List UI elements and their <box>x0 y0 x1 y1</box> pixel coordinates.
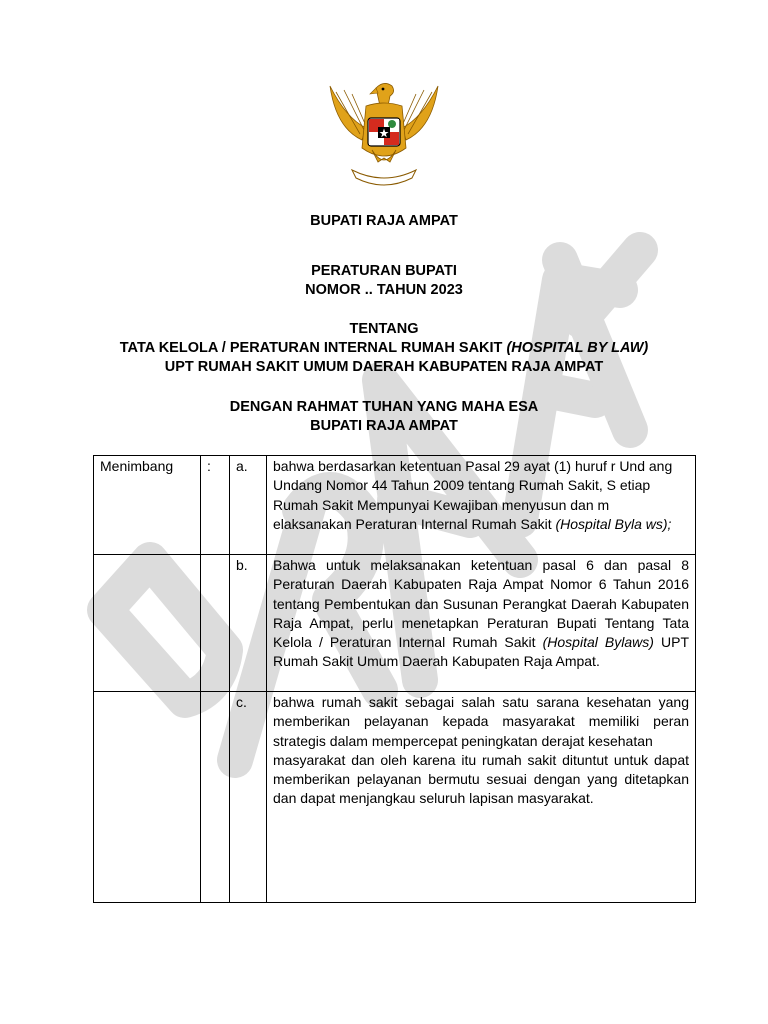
item-text-continued: masyarakat dan oleh karena itu rumah sakit dituntut untuk dapat memberikan pelayanan bermutu sesuai dengan yang ditetapkan dan dapat menjangkau seluruh lapisan masyarakat. <box>273 751 689 807</box>
blessing-text: DENGAN RAHMAT TUHAN YANG MAHA ESA <box>229 399 539 415</box>
item-marker: a. <box>230 456 267 555</box>
regulation-title <box>0 320 768 377</box>
title-main-line <box>0 339 768 358</box>
table-row <box>94 692 696 903</box>
item-text <box>267 456 696 555</box>
regulation-heading <box>0 262 768 300</box>
regulation-number: NOMOR .. TAHUN 2023 <box>305 282 463 298</box>
item-text <box>267 692 696 903</box>
title-italic-text: (HOSPITAL BY LAW) <box>506 340 649 356</box>
item-text-main: Bahwa untuk melaksanakan ketentuan pasal 6 dan pasal 8 Peraturan Daerah Kabupaten Raja Ampat Nomor 6 Tahun 2016 tentang Pembentukan dan Susunan Perangkat Daerah Kabupaten Raja Ampat, perlu menetapkan Peraturan Bupati Tentang Tata Kelola / Peraturan Internal Rumah Sakit <box>273 557 689 651</box>
title-main-text: TATA KELOLA / PERATURAN INTERNAL RUMAH SAKIT <box>119 340 507 356</box>
empty-cell <box>201 692 230 903</box>
considerations-table <box>93 455 696 903</box>
item-text <box>267 555 696 692</box>
item-text-after: UPT Rumah Sakit Umum Daerah Kabupaten Raja Ampat. <box>273 634 690 670</box>
item-marker: c. <box>230 692 267 903</box>
item-text-italic: (Hospital Byla ws); <box>555 515 672 532</box>
empty-cell <box>94 555 201 692</box>
item-marker: b. <box>230 555 267 692</box>
table-row <box>94 555 696 692</box>
regent-name: BUPATI RAJA AMPAT <box>310 213 458 229</box>
about-label: TENTANG <box>349 321 419 337</box>
considerations-label: Menimbang <box>94 456 201 555</box>
regulation-type: PERATURAN BUPATI <box>311 263 457 279</box>
item-text-main: bahwa berdasarkan ketentuan Pasal 29 ayat (1) huruf r Und ang Undang Nomor 44 Tahun 2009 tentang Rumah Sakit, S etiap Rumah Sakit Mempunyai Kewajiban menyusun dan m elaksanakan Peraturan Internal Rumah Sakit <box>273 458 673 532</box>
blessing-heading <box>0 398 768 436</box>
item-text-main: bahwa rumah sakit sebagai salah satu sarana kesehatan yang memberikan pelayanan kepada masyarakat memiliki peran strategis dalam mempercepat peningkatan derajat kesehatan <box>273 694 689 749</box>
empty-cell <box>201 555 230 692</box>
regent-name-repeat: BUPATI RAJA AMPAT <box>310 418 458 434</box>
table-row <box>94 456 696 555</box>
separator-colon: : <box>201 456 230 555</box>
item-text-italic: (Hospital Bylaws) <box>542 634 654 651</box>
regent-heading <box>0 212 768 231</box>
garuda-emblem <box>326 78 442 192</box>
empty-cell <box>94 692 201 903</box>
title-second-line: UPT RUMAH SAKIT UMUM DAERAH KABUPATEN RAJA AMPAT <box>164 359 604 375</box>
